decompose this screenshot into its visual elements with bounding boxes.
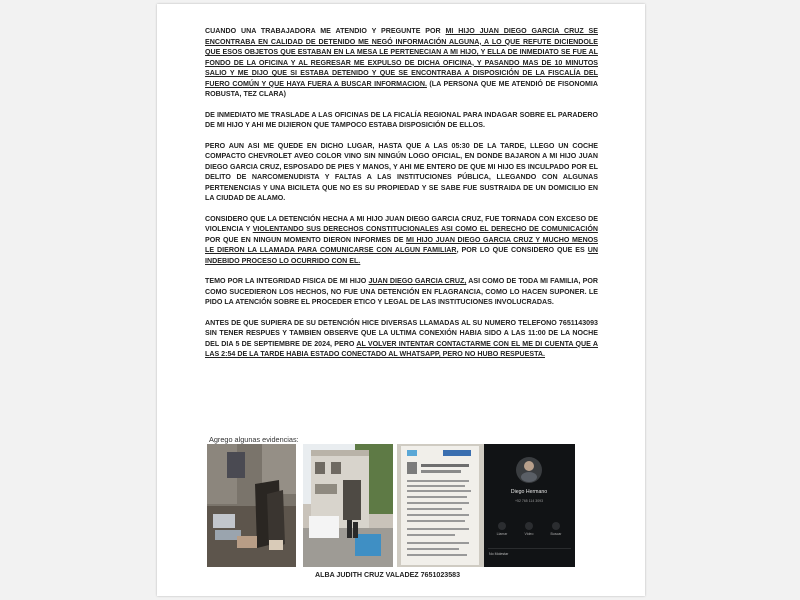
underlined-text: AL VOLVER INTENTAR CONTACTARME CON EL ME DI CUENTA QUE A LAS 2:54 DE LA TARDE HABIA ESTADO CONECTADO AL WHATSAPP, PERO NO HUBO RESPUESTA. — [205, 339, 598, 358]
text-segment: ANTES DE QUE SUPIERA DE SU DETENCIÓN HICE DIVERSAS LLAMADAS AL SU NUMERO TELEFONO 7651143093 SIN TENER RESPUES Y TAMBIEN OBSERVE QUE LA ULTIMA CONEXIÓN HABIA SIDO A LAS 11:00 DE LA NOCHE DEL DIA 5 DE SEPTIEMBRE DE 2024, PERO — [205, 318, 598, 348]
evidence-label: Agrego algunas evidencias: — [209, 435, 299, 444]
contact-name: Diego Hermano — [510, 489, 548, 495]
video-action — [521, 522, 537, 536]
text-segment: PERO AUN ASI ME QUEDE EN DICHO LUGAR, HASTA QUE A LAS 05:30 DE LA TARDE, LLEGO UN COCHE COMPACTO CHEVROLET AVEO COLOR VINO SIN NINGÚN LOGO OFICIAL, EN DONDE BAJARON A MI HIJO JUAN DIEGO GARCIA CRUZ, ESPOSADO DE PIES Y MANOS, Y AHI ME ENTERO DE QUE MI HIJO ES INCULPADO POR EL DELITO DE NARCOMENUDISTA Y FALTAS A LAS INSTITUCIONES PÚBLICA, LLEGANDO CON ALGUNAS PERTENENCIAS Y UNA BICILETA QUE NO ES SU PROPIEDAD Y SE SABE FUE SUSTRAIDA DE UN DOMICILIO EN LA CIUDAD DE ALAMO. — [205, 141, 598, 202]
evidence-photo-building — [303, 444, 393, 567]
text-segment: , POR LO QUE CONSIDERO QUE ES — [456, 246, 588, 254]
call-label: Llamar — [496, 532, 508, 536]
search-label: Buscar — [550, 532, 562, 536]
contact-number: +52 765 114 3093 — [514, 499, 544, 503]
text-segment: DE INMEDIATO ME TRASLADE A LAS OFICINAS DE LA FICALÍA REGIONAL PARA INDAGAR SOBRE EL PARADERO DE MI HIJO Y AHI ME DIJIERON QUE TAMPOCO ESTABA DISPOSICIÓN DE ELLOS. — [205, 110, 598, 129]
text-segment: TEMO POR LA INTEGRIDAD FISICA DE MI HIJO — [205, 277, 369, 285]
underlined-text: VIOLENTANDO SUS DERECHOS CONSTITUCIONALES ASI COMO EL DERECHO DE COMUNICACIÓN — [252, 225, 598, 233]
underlined-text: UN INDEBIDO PROCESO LO OCURRIDO CON EL. — [205, 246, 598, 265]
phone-icon — [498, 522, 506, 530]
document-page — [157, 4, 645, 596]
search-action — [548, 522, 564, 536]
search-icon — [552, 522, 560, 530]
underlined-text: MI HIJO JUAN DIEGO GARCIA CRUZ Y MUCHO MENOS LE DIERON LA LLAMADA PARA COMUNICARSE CON ALGUN FAMILIAR — [205, 235, 598, 254]
text-segment: POR QUE EN NINGUN MOMENTO DIERON INFORMES DE — [205, 235, 407, 244]
paragraph — [205, 276, 598, 308]
underlined-text: JUAN DIEGO GARCIA CRUZ, — [368, 277, 467, 285]
video-icon — [525, 522, 533, 530]
video-label: Video — [524, 532, 534, 536]
underlined-text: MI HIJO JUAN DIEGO GARCIA CRUZ SE ENCONTRABA EN CALIDAD DE DETENIDO ME NEGÓ INFORMACIÓN ALGUNA, A LO QUE REFUTE DICIENDOLE QUE ESOS OBJETOS QUE ESTABAN EN LA MESA LE PERTENECIAN A MI HIJO, Y ELLA DE INMEDIATO SE FUE AL FONDO DE LA OFICINA Y AL REGRESAR ME EXPULSO DE DICHA OFICINA, Y PASANDO MAS DE 10 MINUTOS SALIO Y ME DIJO QUE SI ESTABA DETENIDO Y QUE SE ENCONTRABA A DISPOSICIÓN DE LA FISCALÍA DEL FUERO COMÚN Y QUE HAYA FUERA A BUSCAR INFORMACION. — [205, 27, 598, 88]
paragraph — [205, 318, 598, 360]
evidence-photo-room — [207, 444, 296, 567]
signature-line: ALBA JUDITH CRUZ VALADEZ 7651023583 — [315, 571, 461, 579]
text-segment: (LA PERSONA QUE ME ATENDIÓ DE FISONOMIA ROBUSTA, TEZ CLARA) — [205, 79, 598, 98]
text-segment: CUANDO UNA TRABAJADORA ME ATENDIO Y PREGUNTE POR — [205, 27, 446, 35]
text-segment: CONSIDERO QUE LA DETENCIÓN HECHA A MI HIJO JUAN DIEGO GARCIA CRUZ, FUE TORNADA CON EXCESO DE VIOLENCIA Y — [205, 214, 598, 233]
paragraph — [205, 26, 598, 100]
contact-note: No Molestar — [489, 552, 509, 556]
paragraph — [205, 214, 598, 267]
text-segment: ASI COMO DE TODA MI FAMILIA, POR COMO SUCEDIERON LOS HECHOS, NO FUE UNA DETENCIÓN EN FLAGRANCIA, COMO LO HACEN SUPONER. LE PIDO LA ATENCIÓN SOBRE EL PROCEDER ETICO Y LEGAL DE LAS INSTITUCIONES INVOLUCRADAS. — [205, 277, 598, 306]
document-body — [205, 26, 598, 370]
evidence-photo-contact-screenshot — [484, 444, 575, 567]
paragraph — [205, 110, 598, 131]
paragraph — [205, 141, 598, 204]
call-action — [494, 522, 510, 536]
evidence-photo-document — [397, 444, 484, 567]
